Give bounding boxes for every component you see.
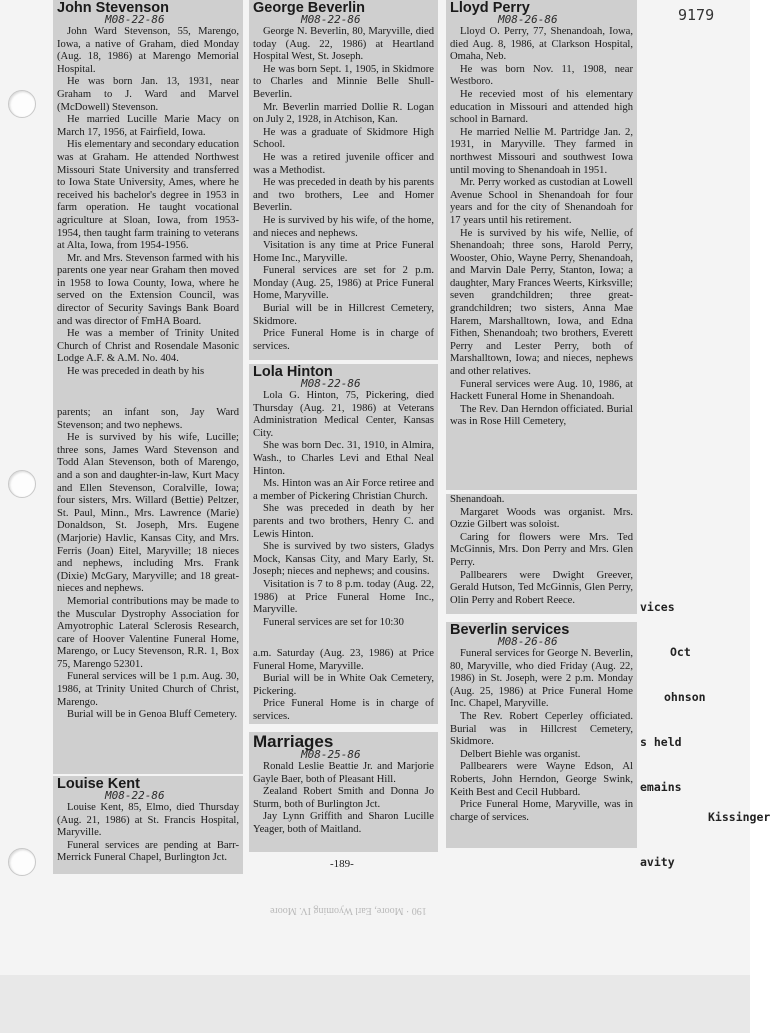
paragraph: Visitation is 7 to 8 p.m. today (Aug. 22, 1986) at Price Funeral Home Inc., Maryville. [253,578,434,616]
paragraph: Mr. and Mrs. Stevenson farmed with his parents one year near Graham then moved in 1958 to Iowa County, Iowa, where he served on the Extension Council, was director of Security Savings Bank Board and was director of FmHA Board. [57,252,239,327]
paragraph: The Rev. Dan Herndon officiated. Burial was in Rose Hill Cemetery, [450,403,633,428]
paragraph: He married Lucille Marie Macy on March 17, 1956, at Fairfield, Iowa. [57,114,239,138]
page-stamp: 9179 [678,6,715,24]
paragraph: Lola G. Hinton, 75, Pickering, died Thursday (Aug. 21, 1986) at Veterans Administration Medical Center, Kansas City. [253,390,434,439]
handwritten-date: M08-22-86 [105,789,165,802]
handwritten-date: M08-26-86 [498,635,558,648]
handwritten-date: M08-22-86 [301,377,361,390]
fragment-line: ohnson [664,690,706,704]
clipping-perry [446,0,637,490]
paragraph: Mr. Perry worked as custodian at Lowell Avenue School in Shenandoah for four years and for the city of Shenandoah for 17 years until his retirement. [450,177,633,226]
paragraph: He was a member of Trinity United Church of Christ and Rosendale Masonic Lodge A.F. & A.M. No. 404. [57,328,239,365]
paragraph: The Rev. Robert Ceperley officiated. Burial was in Hillcrest Cemetery, Skidmore. [450,710,633,748]
paragraph: He was born Sept. 1, 1905, in Skidmore to Charles and Minnie Belle Shull-Beverlin. [253,63,434,100]
paragraph: Ms. Hinton was an Air Force retiree and a member of Pickering Christian Church. [253,478,434,502]
paragraph: Burial will be in Genoa Bluff Cemetery. [67,709,238,721]
paragraph: Burial will be in Hillcrest Cemetery, Skidmore. [253,303,434,327]
paragraph: parents; an infant son, Jay Ward Stevenson; and two nephews. [57,407,239,431]
binder-hole-bottom [8,848,36,876]
paragraph: Mr. Beverlin married Dollie R. Logan on July 2, 1928, in Atchison, Kan. [253,101,434,126]
paragraph: He was born Nov. 11, 1908, near Westboro. [450,63,633,88]
paragraph: Funeral services were Aug. 10, 1986, at Hackett Funeral Home in Shenandoah. [450,378,633,403]
paragraph: a.m. Saturday (Aug. 23, 1986) at Price Funeral Home, Maryville. [253,648,434,672]
paragraph: Zealand Robert Smith and Donna Jo Sturm, both of Burlington Jct. [253,786,434,810]
paragraph: Pallbearers were Dwight Greever, Gerald Hutson, Ted McGinnis, Glen Perry, Olin Perry and Robert Reece. [450,569,633,606]
paragraph: Pallbearers were Wayne Edson, Al Roberts, John Herndon, George Swink, Keith Best and Cecil Hubbard. [450,761,633,798]
paragraph: He was a retired juvenile officer and was a Methodist. [253,151,434,176]
handwritten-date: M08-25-86 [301,748,361,761]
paragraph: Funeral services are set for 2 p.m. Monday (Aug. 25, 1986) at Price Funeral Home, Maryville. [253,265,434,302]
obituary-heading: John Stevenson [57,0,169,16]
obituary-heading: Louise Kent [57,776,140,792]
paragraph: He was born Jan. 13, 1931, near Graham to J. Ward and Marvel (McDowell) Stevenson. [57,76,239,113]
paragraph: He is survived by his wife, of the home, and nieces and nephews. [253,214,434,239]
paragraph: She was born Dec. 31, 1910, in Almira, Wash., to Charles Levi and Ethal Neal Hinton. [253,440,434,477]
handwritten-date: M08-22-86 [301,13,361,26]
paragraph: Lloyd O. Perry, 77, Shenandoah, Iowa, died Aug. 8, 1986, at Clarkson Hospital, Omaha, Neb. [450,26,633,63]
fragment-line: emains [640,780,682,794]
paragraph: He recevied most of his elementary education in Missouri and attended high school in Barnard. [450,88,633,126]
clipping-beverlin-services [446,622,637,848]
clipping-perry-continued [446,494,637,614]
binder-hole-middle [8,470,36,498]
paragraph: Ronald Leslie Beattie Jr. and Marjorie Gayle Baer, both of Pleasant Hill. [253,761,434,785]
obituary-heading: Lloyd Perry [450,0,530,16]
paragraph: Louise Kent, 85, Elmo, died Thursday (Aug. 21, 1986) at St. Francis Hospital, Maryville. [57,802,239,839]
paragraph: His elementary and secondary education was at Graham. He attended Northwest Missouri State University and transferred to Iowa State University, Ames, where he received his bachelor's degree in 1953 in farm operation. He taught vocational agriculture at Sloan, Iowa, from 1953-1954, then taught farm training to veterans at Alta, Iowa, from 1954-1956. [57,139,239,252]
paragraph: Funeral services for George N. Beverlin, 80, Maryville, who died Friday (Aug. 22, 1986) in St. Joseph, were 2 p.m. Monday (Aug. 25, 1986) at Price Funeral Home Inc. Chapel, Maryville. [450,648,633,710]
section-heading: Marriages [253,732,334,751]
paragraph: He married Nellie M. Partridge Jan. 2, 1931, in Maryville. They farmed in northwest Missouri and southwest Iowa until moving to Shenandoah in 1951. [450,126,633,176]
paragraph: Shenandoah. [450,494,505,505]
clipping-beverlin [249,0,438,360]
paragraph: She is survived by two sisters, Gladys Mock, Kansas City, and Mary Early, St. Joseph; nieces and nephews; and cousins. [253,541,434,578]
clipping-hinton [249,364,438,648]
paragraph: Memorial contributions may be made to the Muscular Dystrophy Association for Amyotrophic Lateral Sclerosis Research, care of Hoover Valentine Funeral Home, Marengo, or Lucy Stevenson, R.R. 1, Box 75, Marengo 52301. [57,595,239,670]
clipping-kent [53,776,243,874]
fragment-line: avity [640,855,675,869]
paragraph: Visitation is any time at Price Funeral Home Inc., Maryville. [253,240,434,264]
binder-hole-top [8,90,36,118]
clipping-stevenson-continued [53,407,243,774]
fragment-line: s held [640,735,682,749]
paragraph: Jay Lynn Griffith and Sharon Lucille Yeager, both of Maitland. [253,811,434,835]
paragraph: He was preceded in death by his [67,366,205,378]
obituary-heading: Lola Hinton [253,364,333,380]
paragraph: Price Funeral Home is in charge of services. [253,328,434,352]
clipping-marriages [249,732,438,852]
clipping-hinton-continued [249,648,438,724]
paragraph: Funeral services will be 1 p.m. Aug. 30, 1986, at Trinity United Church of Christ, Marengo. [57,671,239,708]
paragraph: Funeral services are pending at Barr-Merrick Funeral Chapel, Burlington Jct. [57,839,239,864]
paragraph: Delbert Biehle was organist. [460,748,581,760]
paragraph: George N. Beverlin, 80, Maryville, died today (Aug. 22, 1986) at Heartland Hospital West, St. Joseph. [253,26,434,63]
paragraph: Funeral services are set for 10:30 [263,616,404,628]
fragment-line: vices [640,600,675,614]
fragment-line: Oct [670,645,691,659]
paragraph: He was preceded in death by his parents and two brothers, Lee and Homer Beverlin. [253,177,434,214]
paragraph: He is survived by his wife, Nellie, of Shenandoah; three sons, Harold Perry, Wooster, Ohio, Wayne Perry, Shenandoah, and Marvin Dale Perry, Stanton, Iowa; a daughter, Mary Frances Weerts, Kirksville; seven grandchildren; three great-grandchildren; two sisters, Anna Mae Harem, Marshalltown, Iowa, and Edna Fithen, Shenandoah; two brothers, Everett Perry and Lester Perry, both of Marshalltown, Iowa; and nieces, nephews and other relatives. [450,227,633,378]
clipping-stevenson [53,0,243,407]
fragment-line: Kissinger [708,810,770,824]
paragraph: Margaret Woods was organist. Mrs. Ozzie Gilbert was soloist. [450,506,633,531]
bleed-through-text: 190 · Moore, Earl Wyoming IV. Moore [270,905,427,916]
obituary-heading: Beverlin services [450,622,570,638]
paragraph: Burial will be in White Oak Cemetery, Pickering. [253,673,434,697]
paragraph: Price Funeral Home is in charge of services. [253,698,434,722]
handwritten-date: M08-22-86 [105,13,165,26]
paragraph: He is survived by his wife, Lucille; three sons, James Ward Stevenson and Todd Alan Stevenson, both of Marengo, and a son and daughter-in-law, Kurt Macy and Ellen Stevenson, Coralville, Iowa; four sisters, Mrs. Willard (Bettie) Peltzer, St. Paul, Minn., Mrs. Lawrence (Marie) Donaldson, St. Joseph, Mrs. Eugene (Marjorie) Havlic, Kansas City, and Mrs. Ferris (Joan) Eitel, Maryville; 18 nieces and nephews, including Mrs. Frank (Dixie) McGary, Maryville; and 18 great-nieces and nephews. [57,432,239,595]
obituary-heading: George Beverlin [253,0,366,16]
paragraph: He was a graduate of Skidmore High School. [253,126,434,151]
handwritten-date: M08-26-86 [498,13,558,26]
paragraph: Price Funeral Home, Maryville, was in charge of services. [450,799,633,823]
page-number: -189- [330,858,354,870]
paragraph: John Ward Stevenson, 55, Marengo, Iowa, a native of Graham, died Monday (Aug. 18, 1986) at Marengo Memorial Hospital. [57,26,239,75]
paragraph: Caring for flowers were Mrs. Ted McGinnis, Mrs. Don Perry and Mrs. Glen Perry. [450,531,633,568]
paragraph: She was preceded in death by her parents and two brothers, Henry C. and Lewis Hinton. [253,503,434,540]
underlying-clipping-fragment [640,570,770,900]
page-bottom-edge [0,975,750,1033]
